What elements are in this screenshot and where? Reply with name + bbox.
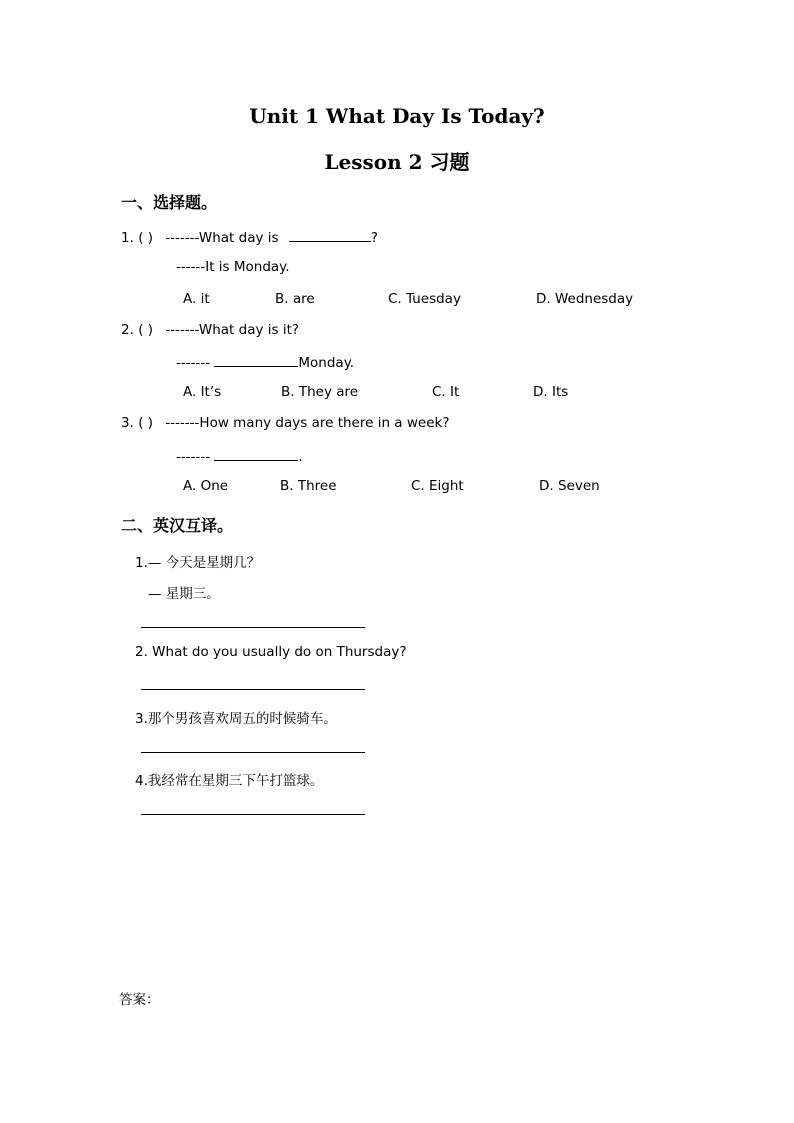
option-a[interactable]: A. It’s [183,384,222,400]
question-prompt: -------What day is it? [165,322,300,338]
option-b[interactable]: B. Three [280,478,337,494]
question-3-response [176,447,303,465]
option-a[interactable]: A. it [183,291,210,307]
answer-paren[interactable]: ( ) [138,230,154,246]
question-prompt: -------How many days are there in a week? [165,415,450,431]
page-title: Unit 1 What Day Is Today? [249,104,545,128]
option-d[interactable]: D. Seven [539,478,600,494]
option-b[interactable]: B. They are [281,384,359,400]
answer-blank[interactable] [214,353,298,367]
answer-line-3[interactable] [141,752,365,753]
option-d[interactable]: D. Its [533,384,569,400]
translation-item-4: 4.我经常在星期三下午打篮球。 [135,773,324,789]
response-prefix: ------- [176,355,215,371]
answer-paren[interactable]: ( ) [138,322,154,338]
option-c[interactable]: C. Eight [411,478,464,494]
question-number: 3. [121,415,134,431]
option-b[interactable]: B. are [275,291,315,307]
page-subtitle: Lesson 2 习题 [324,150,470,174]
translation-item-2: 2. What do you usually do on Thursday? [135,644,407,660]
option-c[interactable]: C. Tuesday [388,291,461,307]
question-2 [121,322,299,338]
answer-line-4[interactable] [141,814,365,815]
response-suffix: Monday. [298,355,355,371]
answer-blank[interactable] [214,447,298,461]
response-prefix: ------- [176,449,215,465]
option-c[interactable]: C. It [432,384,460,400]
question-number: 1. [121,230,134,246]
section-heading-translation: 二、英汉互译。 [121,516,234,535]
answer-line-1[interactable] [141,627,365,628]
response-suffix: . [298,449,303,465]
question-3 [121,415,450,431]
option-a[interactable]: A. One [183,478,229,494]
question-1 [121,228,378,246]
question-prompt: -------What day is [165,230,283,246]
question-number: 2. [121,322,134,338]
answer-line-2[interactable] [141,689,365,690]
translation-item-1-answer: — 星期三。 [148,586,220,602]
translation-item-3: 3.那个男孩喜欢周五的时候骑车。 [135,711,337,727]
section-heading-choice: 一、选择题。 [121,193,218,212]
question-1-response: ------It is Monday. [176,259,290,275]
question-2-response [176,353,354,371]
question-suffix: ? [370,230,378,246]
option-d[interactable]: D. Wednesday [536,291,634,307]
answer-blank[interactable] [289,228,371,242]
translation-item-1-question: 1.— 今天是星期几？ [135,555,261,571]
answer-label: 答案： [119,992,160,1008]
answer-paren[interactable]: ( ) [138,415,154,431]
